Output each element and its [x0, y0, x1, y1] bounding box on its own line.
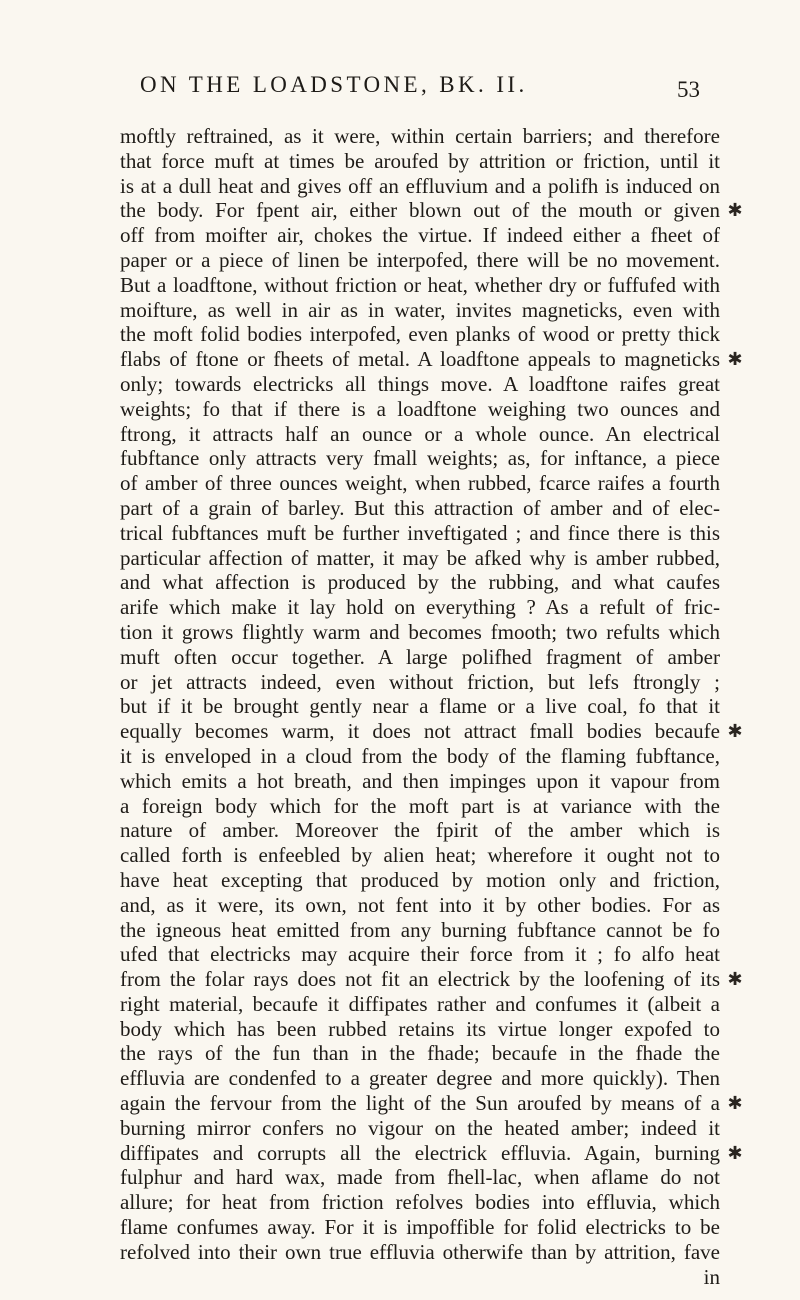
page-number: 53 — [677, 77, 700, 102]
text-line: again the fervour from the light of the Sun aroufed by means of a — [120, 1091, 720, 1116]
text-line: allure; for heat from friction refolves bodies into effluvia, which — [120, 1190, 720, 1215]
text-line: diffipates and corrupts all the electrick effluvia. Again, burning — [120, 1140, 720, 1165]
text-line: tion it grows flightly warm and becomes fmooth; two refults which — [120, 619, 720, 644]
text-line: it is enveloped in a cloud from the body of the flaming fubftance, — [120, 743, 720, 768]
text-line: called forth is enfeebled by alien heat; wherefore it ought not to — [120, 843, 720, 868]
body-text — [120, 124, 720, 1289]
text-line: only; towards electricks all things move. A loadftone raifes great — [120, 371, 720, 396]
margin-asterisk-icon: ✱ — [727, 1142, 743, 1163]
text-line: burning mirror confers no vigour on the heated amber; indeed it — [120, 1115, 720, 1140]
text-line: body which has been rubbed retains its virtue longer expofed to — [120, 1016, 720, 1041]
text-line: is at a dull heat and gives off an effluvium and a polifh is induced on — [120, 173, 720, 198]
text-line: the igneous heat emitted from any burning fubftance cannot be fo — [120, 917, 720, 942]
text-line: paper or a piece of linen be interpofed, there will be no movement. — [120, 247, 720, 272]
margin-asterisk-icon: ✱ — [727, 969, 743, 990]
text-line: right material, becaufe it diffipates rather and confumes it (albeit a — [120, 991, 720, 1016]
text-line: moifture, as well in air as in water, invites magneticks, even with — [120, 297, 720, 322]
text-line: off from moifter air, chokes the virtue. If indeed either a fheet of — [120, 223, 720, 248]
text-line: a foreign body which for the moft part is at variance with the — [120, 793, 720, 818]
text-line: the moft folid bodies interpofed, even planks of wood or pretty thick — [120, 322, 720, 347]
text-line: but if it be brought gently near a flame or a live coal, fo that it — [120, 694, 720, 719]
text-line: or jet attracts indeed, even without friction, but lefs ftrongly ; — [120, 669, 720, 694]
text-line: muft often occur together. A large polifhed fragment of amber — [120, 644, 720, 669]
text-line: moftly reftrained, as it were, within certain barriers; and therefore — [120, 124, 720, 148]
text-line: flame confumes away. For it is impoffible for folid electricks to be — [120, 1215, 720, 1240]
text-line: which emits a hot breath, and then impinges upon it vapour from — [120, 768, 720, 793]
text-line: and what affection is produced by the rubbing, and what caufes — [120, 570, 720, 595]
margin-asterisk-icon: ✱ — [727, 1093, 743, 1114]
running-header — [140, 72, 700, 112]
text-line: from the folar rays does not fit an electrick by the loofening of its — [120, 967, 720, 992]
text-line: arife which make it lay hold on everything ? As a refult of fric- — [120, 595, 720, 620]
text-line: fulphur and hard wax, made from fhell-lac, when aflame do not — [120, 1165, 720, 1190]
margin-asterisk-icon: ✱ — [727, 721, 743, 742]
text-line: fubftance only attracts very fmall weights; as, for inftance, a piece — [120, 446, 720, 471]
text-line: particular affection of matter, it may be afked why is amber rubbed, — [120, 545, 720, 570]
running-head-title: ON THE LOADSTONE, BK. II. — [140, 72, 528, 97]
text-line: ufed that electricks may acquire their force from it ; fo alfo heat — [120, 942, 720, 967]
text-line: that force muft at times be aroufed by attrition or friction, until it — [120, 148, 720, 173]
text-line: effluvia are condenfed to a greater degree and more quickly). Then — [120, 1066, 720, 1091]
text-line: of amber of three ounces weight, when rubbed, fcarce raifes a fourth — [120, 471, 720, 496]
text-line: the body. For fpent air, either blown out of the mouth or given — [120, 198, 720, 223]
text-line: refolved into their own true effluvia otherwife than by attrition, fave — [120, 1239, 720, 1264]
text-line: nature of amber. Moreover the fpirit of the amber which is — [120, 818, 720, 843]
text-line: weights; fo that if there is a loadftone weighing two ounces and — [120, 396, 720, 421]
text-line: part of a grain of barley. But this attraction of amber and of elec- — [120, 495, 720, 520]
margin-asterisk-icon: ✱ — [727, 200, 743, 221]
text-line: flabs of ftone or fheets of metal. A loadftone appeals to magneticks — [120, 347, 720, 372]
text-line: in — [703, 1264, 720, 1289]
text-line: trical fubftances muft be further inveftigated ; and fince there is this — [120, 520, 720, 545]
text-line: and, as it were, its own, not fent into it by other bodies. For as — [120, 892, 720, 917]
text-line: ftrong, it attracts half an ounce or a whole ounce. An electrical — [120, 421, 720, 446]
text-line: But a loadftone, without friction or heat, whether dry or fuffufed with — [120, 272, 720, 297]
margin-asterisk-icon: ✱ — [727, 349, 743, 370]
text-line: have heat excepting that produced by motion only and friction, — [120, 867, 720, 892]
text-line: equally becomes warm, it does not attract fmall bodies becaufe — [120, 719, 720, 744]
text-line: the rays of the fun than in the fhade; becaufe in the fhade the — [120, 1041, 720, 1066]
